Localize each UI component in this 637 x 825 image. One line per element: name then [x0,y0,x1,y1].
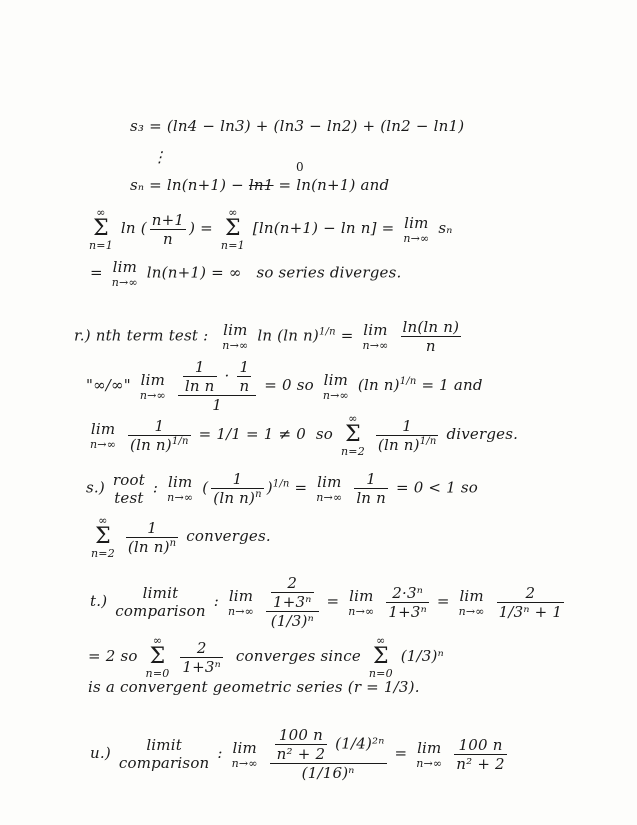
part-s-line2: ∞ Σ n=2 $\frac{1}{(\ln n)^n}$ converges. [91,514,271,560]
fraction: $\frac{100 n}{\text{n² + 2}}$ [456,735,505,773]
diverges-line: = lim n→∞ ln(n+1) = ∞ so series diverges. [90,258,402,289]
sum-symbol: ∞ Σ n=0 [368,634,393,680]
part-r-line3: lim n→∞ $\frac{1}{(\ln n)^{1/n}}$ = 1/1 = 1 ≠ 0 so ∞ Σ n=2 $\frac{1}{(\ln n)^{1/n}}$ diverges. [90,412,519,458]
fraction: $\frac{2}{\text{1+3ⁿ}}$ [182,638,221,676]
limit: lim n→∞ [167,473,194,504]
sum-symbol: ∞ Σ n=2 [341,412,365,458]
limit: lim n→∞ [322,370,349,402]
fraction: $\frac{100 n}{\text{n² + 2}}$ (1/4)²ⁿ (1/16)ⁿ [270,726,387,782]
fraction: $\frac{1}{(\ln n)^{1/n}}$ [377,416,437,454]
fraction: $\frac{1}{(\ln n)^n}$ [127,518,177,556]
limit: lim n→∞ [227,586,255,618]
sum-symbol: ∞ Σ n=0 [145,634,170,680]
zero-annotation: 0 [296,160,304,174]
limit: lim n→∞ [111,258,138,289]
fraction: $\frac{\text{2·3ⁿ}}{\text{1+3ⁿ}}$ [388,583,427,621]
fraction: $\frac{\text{ln(ln n)}}{n}$ [402,318,460,355]
test-name: limit comparison [118,736,210,772]
limit: lim n→∞ [90,419,117,451]
sn-line: sₙ = ln(n+1) − ln1 = ln(n+1) and [130,176,390,194]
limit: lim n→∞ [222,321,249,352]
limit: lim n→∞ [348,586,375,618]
fraction: $\frac{1}{\text{ln n}}$ · $\frac{1}{n}$ 1 [178,358,256,414]
fraction: $\frac{2}{\text{1/3ⁿ + 1}}$ [498,583,563,621]
part-u-line1: u.) limit comparison : lim n→∞ $\frac{100 n}{\text{n² + 2}}$ (1/4)²ⁿ (1/16)ⁿ = lim n→∞ $\frac{100 n}{\text{n² + 2}}$ [90,726,505,782]
fraction: $\frac{1}{(\ln n)^{1/n}}$ [130,416,189,454]
s3-line: s₃ = (ln4 − ln3) + (ln3 − ln2) + (ln2 − ln1) [130,117,465,135]
fraction: $\frac{n+1}{n}$ [151,210,185,248]
part-r-line2: "∞/∞" lim n→∞ $\frac{1}{\text{ln n}}$ · $\frac{1}{n}$ 1 = 0 so lim n→∞ (ln n)$^{1/n}$ = 1 and [86,358,483,414]
sum-ln-line: ∞ Σ n=1 ln ( $\frac{n+1}{n}$ ) = ∞ Σ n=1 [ln(n+1) − ln n] = lim n→∞ sₙ [89,206,453,252]
part-t-line2: = 2 so ∞ Σ n=0 $\frac{2}{\text{1+3ⁿ}}$ converges since ∞ Σ n=0 (1/3)ⁿ [88,634,444,680]
sum-symbol: ∞ Σ n=2 [91,514,115,560]
vertical-dots: ⋮ [152,148,168,166]
limit: lim n→∞ [231,738,258,770]
limit: lim n→∞ [416,738,443,770]
limit: lim n→∞ [362,321,389,352]
part-s-line1: s.) root test : lim n→∞ ( $\frac{1}{(\ln n)^n}$ )$^{1/n}$ = lim n→∞ $\frac{1}{\text{ln n}}$ = 0 < 1 so [86,470,478,507]
fraction: $\frac{1}{\text{ln n}}$ [356,470,386,507]
test-name: limit comparison [115,584,206,620]
part-t-line1: t.) limit comparison : lim n→∞ $\frac{\frac{2}{\text{1+3ⁿ}}}{\text{(1/3)ⁿ}}$ = lim n→∞ $\frac{\text{2·3ⁿ}}{\text{1+3ⁿ}}$ = lim n→∞ $\frac{2}{\text{1/3ⁿ + 1}}$ [90,574,563,630]
fraction: $\frac{\frac{2}{\text{1+3ⁿ}}}{\text{(1/3)ⁿ}}$ [266,574,319,630]
part-r-line1: r.) nth term test : lim n→∞ ln (ln n)$^{1/n}$ = lim n→∞ $\frac{\text{ln(ln n)}}{n}$ [74,318,460,355]
test-name: root test [112,470,145,507]
sum-symbol: ∞ Σ n=1 [89,206,113,252]
part-t-line3: is a convergent geometric series (r = 1/3). [88,678,420,696]
sum-symbol: ∞ Σ n=1 [220,206,245,252]
limit: lim n→∞ [139,370,166,402]
limit: lim n→∞ [316,473,343,504]
limit: lim n→∞ [403,213,430,245]
fraction: $\frac{1}{(\ln n)^n}$ [213,470,262,507]
limit: lim n→∞ [458,586,485,618]
